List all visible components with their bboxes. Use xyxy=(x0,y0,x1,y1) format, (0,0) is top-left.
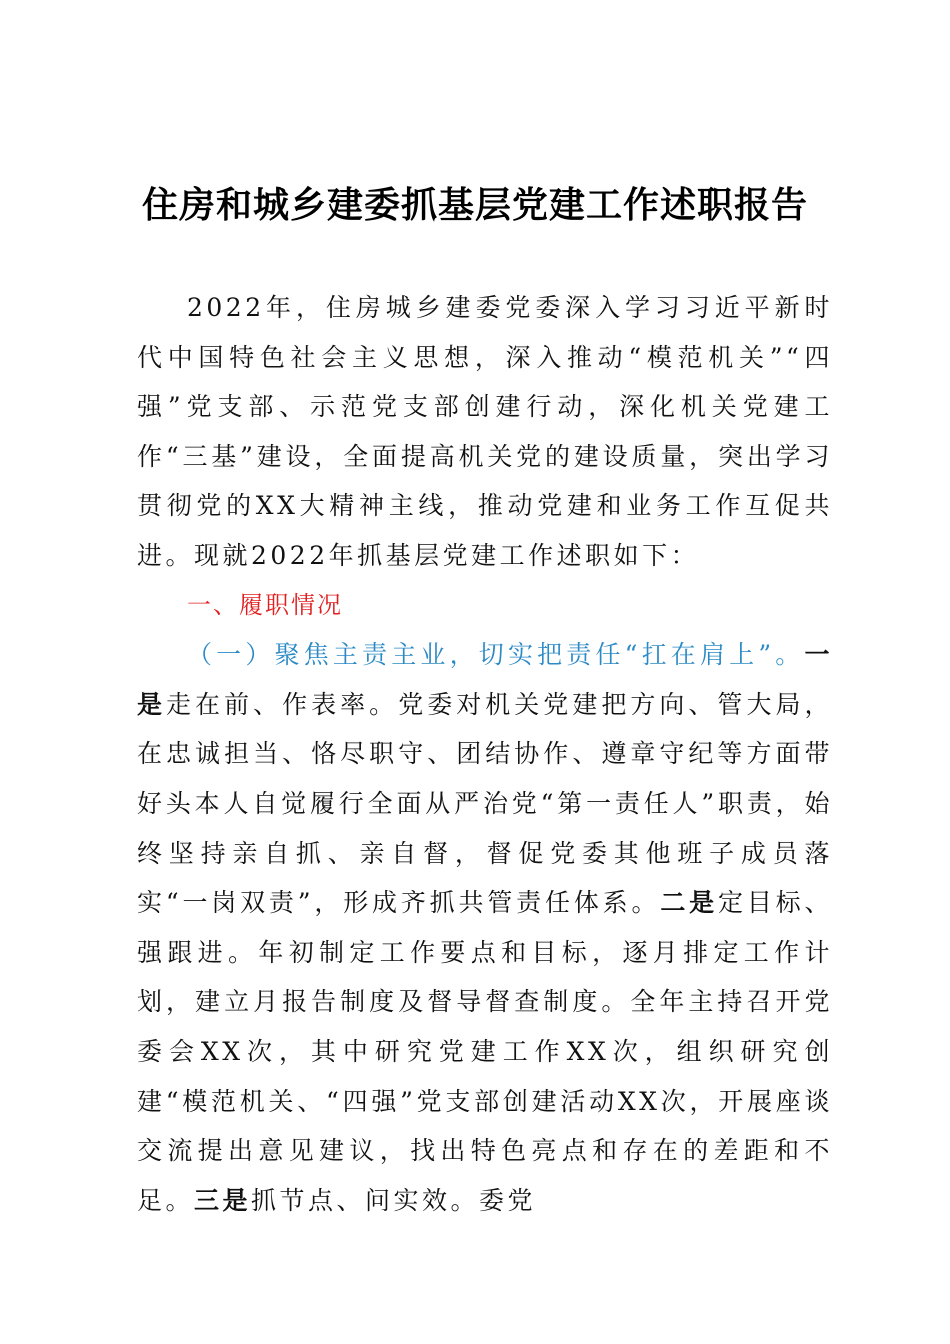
point-1-label: 一是 xyxy=(137,640,833,719)
section-heading: 一、履职情况 xyxy=(187,590,343,619)
document-title: 住房和城乡建委抓基层党建工作述职报告 xyxy=(141,185,808,226)
intro-paragraph: 2022年，住房城乡建委党委深入学习习近平新时代中国特色社会主义思想，深入推动“模范机关”“四强”党支部、示范党支部创建行动，深化机关党建工作“三基”建设，全面提高机关党的建设质量，突出学习贯彻党的XX大精神主线，推动党建和业务工作互促共进。现就2022年抓基层党建工作述职如下： xyxy=(137,293,833,570)
point-1-text: 走在前、作表率。党委对机关党建把方向、管大局，在忠诚担当、恪尽职守、团结协作、遵章守纪等方面带好头本人自觉履行全面从严治党“第一责任人”职责，始终坚持亲自抓、亲自督，督促党委其他班子成员落实“一岗双责”，形成齐抓共管责任体系。 xyxy=(137,689,833,918)
point-2-text: 定目标、强跟进。年初制定工作要点和目标，逐月排定工作计划，建立月报告制度及督导督查制度。全年主持召开党委会XX次，其中研究党建工作XX次，组织研究创建“模范机关、“四强”党支部创建活动XX次，开展座谈交流提出意见建议，找出特色亮点和存在的差距和不足。 xyxy=(137,888,833,1215)
point-2-label: 二是 xyxy=(660,888,718,918)
subsection-paragraph xyxy=(137,630,833,1225)
subsection-heading: （一）聚焦主责主业，切实把责任“扛在肩上”。 xyxy=(187,640,805,670)
document-body xyxy=(137,283,833,1225)
point-3-label: 三是 xyxy=(194,1185,252,1215)
point-3-text: 抓节点、问实效。委党 xyxy=(251,1185,537,1215)
